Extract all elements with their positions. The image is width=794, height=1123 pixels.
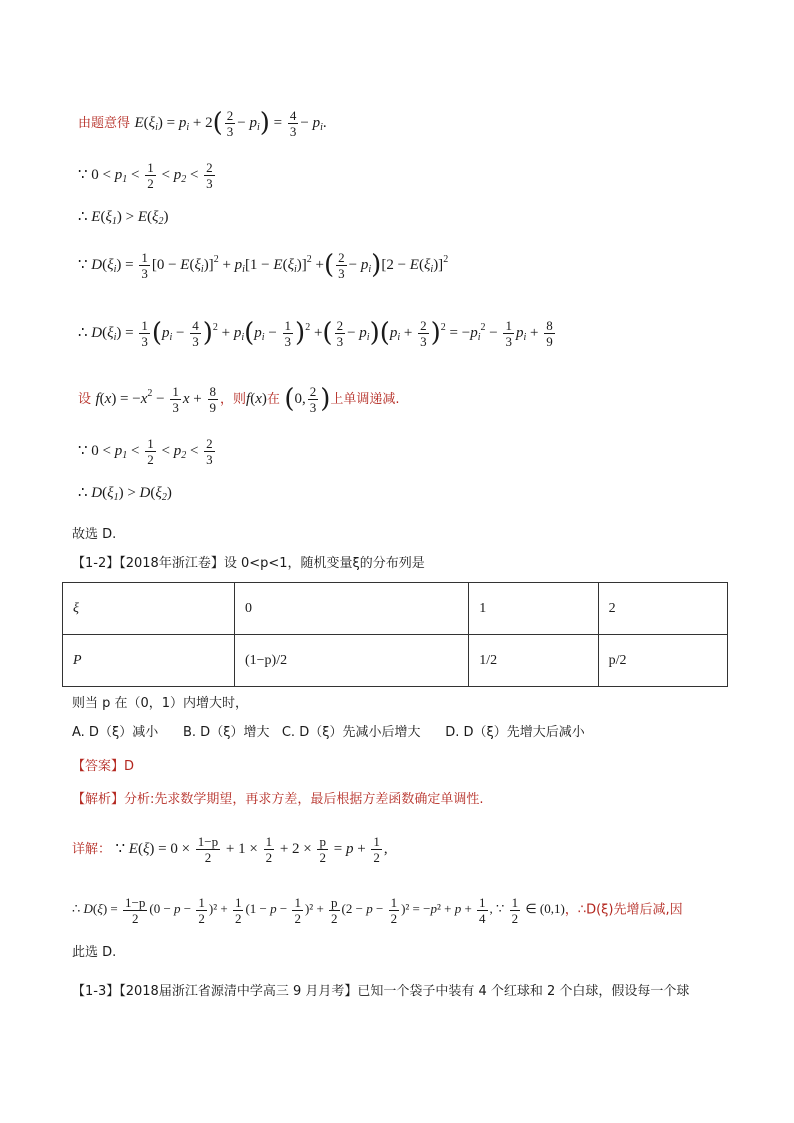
analysis-line	[72, 791, 484, 808]
option-c: C. D（ξ）先减小后增大	[281, 725, 421, 740]
variance-compare-line: ∴ $D(\xi_1) > D(\xi_2)$	[78, 485, 172, 503]
answer-tag: 【答案】	[72, 759, 125, 774]
table-row	[63, 635, 728, 687]
detail-line-2-tail: ，∴D(ξ)先增后减,因	[564, 902, 683, 918]
inequality-line-2: ∵ $0 < p_1$ < $\frac{1}{2}$ < $p_2$ < $\frac{2}{3}$	[78, 436, 213, 467]
function-line-prefix: 设	[78, 392, 92, 408]
inequality-line-1: ∵ $0 < p_1$ < $\frac{1}{2}$ < $p_2$ < $\frac{2}{3}$	[78, 160, 213, 191]
table-cell: 2	[598, 583, 727, 635]
answer-value: D	[124, 759, 135, 774]
table-cell: 1	[469, 583, 598, 635]
variance-definition-line: ∵ $D(\xi_i)$ = $\frac{1}{3}$ $[0 - E(\xi_i)]^2 + p_i[1 - E(\xi_i)]^2$ +( $\frac{2}{3}$ − $p_i)[2 - E(\xi_i)]^2$	[78, 250, 449, 282]
detail-line-1: 详解： ∵ E(ξ) = 0 × $\frac{1-p}{2}$ + 1 × $\frac{1}{2}$ + 2 × $\frac{p}{2}$ = p + $\frac{1}{2}$ ,	[72, 834, 388, 865]
option-d: D. D（ξ）先增大后减小	[445, 725, 585, 740]
table-cell: 1/2	[469, 635, 598, 687]
analysis-tag: 【解析】	[72, 792, 125, 807]
question-2-stem: 则当 p 在（0，1）内增大时，	[72, 696, 249, 711]
option-a: A. D（ξ）减小	[72, 725, 159, 740]
expectation-formula: $E(\xi_i) = p_i + 2$( $\frac{2}{3}$ − $p_i$) = $\frac{4}{3}$ − $p_i$.	[134, 108, 327, 140]
choice-conclusion: 故选 D.	[72, 527, 117, 542]
solution-line-prefix: 由题意得	[78, 116, 131, 132]
question-2-header: 【1-2】【2018年浙江卷】设 0<p<1，随机变量ξ的分布列是	[72, 556, 425, 571]
detail-prefix: 详解：	[72, 841, 112, 857]
table-cell: (1−p)/2	[235, 635, 469, 687]
variance-expansion-line: ∴ $D(\xi_i)$ = $\frac{1}{3}$ ($p_i$ − $\frac{4}{3}$ )$^2 + p_i(p_i$ − $\frac{1}{3}$ )$^2$ +( $\frac{2}{3}$ − $p_i)(p_i$ + $\frac{2}{3}$ )$^2 = -p_i^2$ − $\frac{1}{3}$ $p_i$ + $\frac{8}{9}$	[78, 318, 553, 350]
table-cell: ξ	[63, 583, 235, 635]
conclusion-line: 此选 D.	[72, 945, 117, 960]
option-b: B. D（ξ）增大	[183, 725, 270, 740]
table-cell: p/2	[598, 635, 727, 687]
table-cell: 0	[235, 583, 469, 635]
question-3-header: 【1-3】【2018届浙江省源清中学高三 9 月月考】已知一个袋子中装有 4 个红球和 2 个白球，假设每一个球	[72, 984, 690, 999]
table-row	[63, 583, 728, 635]
solution-line-expectation	[78, 108, 327, 139]
detail-line-2: ∴ D(ξ) = $\frac{1-p}{2}$ (0 − p − $\frac{1}{2}$ )² + $\frac{1}{2}$ (1 − p − $\frac{1}{2}$ )² + $\frac{p}{2}$ (2 − p − $\frac{1}{2}$ )² = −p² + p + $\frac{1}{4}$ , ∵ $\frac{1}{2}$ ∈ (0,1)，∴D(ξ)先增后减,因	[72, 895, 683, 926]
answer-line	[72, 758, 134, 775]
distribution-table	[62, 582, 728, 687]
analysis-text: 分析:先求数学期望，再求方差，最后根据方差函数确定单调性.	[124, 792, 484, 807]
function-monotone-line: 设 $f(x) = -x^2$ − $\frac{1}{3}$ x + $\frac{8}{9}$ ，则f(x)在 (0, $\frac{2}{3}$ )上单调递减.	[78, 384, 400, 416]
options-row	[72, 725, 585, 741]
table-cell: P	[63, 635, 235, 687]
expectation-compare-line: ∴ $E(\xi_1) > E(\xi_2)$	[78, 209, 169, 227]
